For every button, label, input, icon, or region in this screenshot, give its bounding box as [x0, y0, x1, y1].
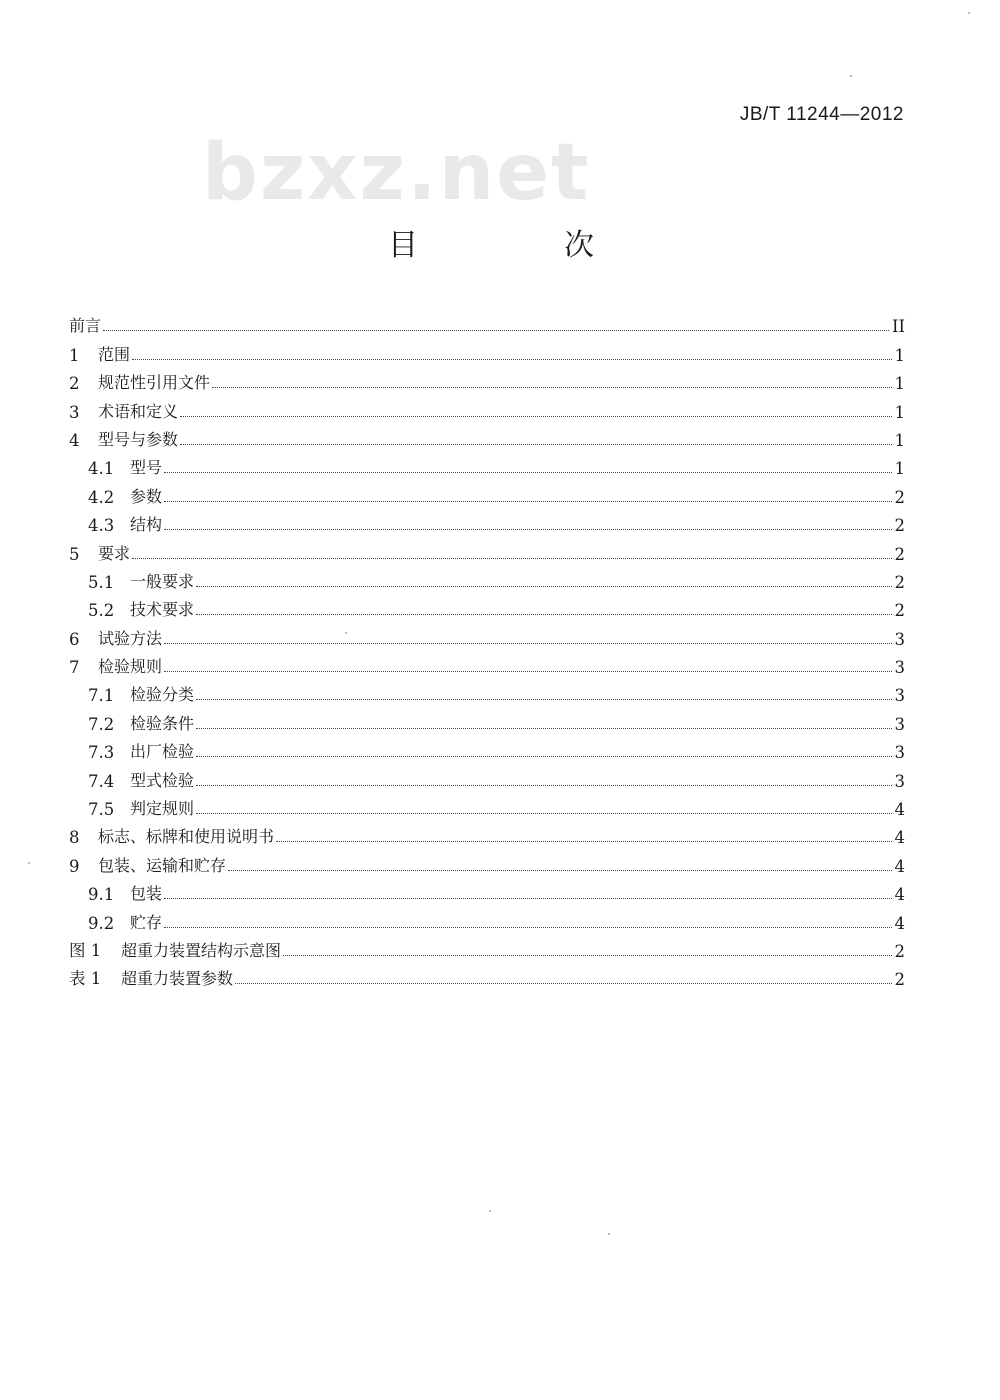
toc-entry-page: 3	[894, 658, 905, 678]
toc-entry	[69, 422, 905, 450]
dot-leader	[196, 586, 891, 587]
toc-entry-page: 3	[894, 629, 905, 649]
toc-entry-label: 标志、标牌和使用说明书	[98, 827, 275, 847]
toc-entry-label: 贮存	[130, 912, 163, 932]
toc-entry-label: 要求	[98, 543, 131, 563]
toc-entry-label: 一般要求	[130, 571, 195, 591]
toc-entry	[69, 904, 905, 932]
dot-leader	[180, 416, 891, 417]
toc-entry-number: 4.1	[88, 459, 115, 479]
toc-entry-page: 2	[894, 487, 905, 507]
dot-leader	[164, 643, 891, 644]
toc-entry-page: 4	[894, 800, 905, 820]
toc-entry	[69, 876, 905, 904]
toc-entry-page: 4	[894, 828, 905, 848]
toc-entry	[69, 677, 905, 705]
toc-entry-number: 图 1	[69, 940, 102, 960]
dot-leader	[196, 614, 891, 615]
toc-entry-number: 7.2	[88, 714, 115, 734]
toc-entry-number: 1	[69, 345, 80, 365]
dot-leader	[276, 841, 891, 842]
toc-entry-number: 7.1	[88, 686, 115, 706]
toc-entry-page: 2	[894, 516, 905, 536]
toc-entry-number: 7.4	[88, 771, 115, 791]
toc-entry-page: 2	[894, 970, 905, 990]
toc-entry-number: 表 1	[69, 969, 102, 989]
toc-entry-page: 1	[894, 402, 905, 422]
toc-entry-page: 1	[894, 345, 905, 365]
dot-leader	[283, 955, 891, 956]
toc-entry-number: 4.3	[88, 516, 115, 536]
scan-speck	[850, 75, 852, 77]
toc-entry	[69, 564, 905, 592]
scan-speck	[489, 1210, 491, 1212]
toc-entry-label: 型号与参数	[98, 429, 179, 449]
dot-leader	[164, 671, 891, 672]
toc-entry-page: 4	[894, 913, 905, 933]
toc-entry-number: 4.2	[88, 487, 115, 507]
toc-entry-label: 检验规则	[98, 657, 163, 677]
toc-entry-number: 9	[69, 856, 80, 876]
toc-entry-page: 1	[894, 374, 905, 394]
toc-entry-label: 超重力装置参数	[121, 969, 234, 989]
toc-entry	[69, 620, 905, 648]
toc-entry	[69, 791, 905, 819]
standard-number: JB/T 11244—2012	[739, 104, 904, 125]
toc-entry-page: 3	[894, 743, 905, 763]
toc-entry-label: 结构	[130, 515, 163, 535]
toc-entry-page: 2	[894, 601, 905, 621]
toc-entry	[69, 308, 905, 336]
dot-leader	[228, 870, 891, 871]
scan-speck	[345, 632, 347, 634]
toc-entry	[69, 592, 905, 620]
toc-entry-label: 判定规则	[130, 799, 195, 819]
toc-entry-label: 试验方法	[98, 628, 163, 648]
dot-leader	[164, 472, 891, 473]
toc-entry-number: 5.1	[88, 572, 115, 592]
toc-entry-label: 技术要求	[130, 600, 195, 620]
toc-entry-label: 术语和定义	[98, 401, 179, 421]
scan-speck	[608, 1233, 610, 1235]
toc-entry-label: 超重力装置结构示意图	[121, 940, 282, 960]
toc-entry	[69, 478, 905, 506]
toc-entry-label: 包装、运输和贮存	[98, 855, 227, 875]
toc-entry-number: 9.1	[88, 885, 115, 905]
toc-entry-page: 1	[894, 459, 905, 479]
toc-entry-label: 包装	[130, 884, 163, 904]
dot-leader	[103, 330, 889, 331]
dot-leader	[180, 444, 891, 445]
toc-entry	[69, 365, 905, 393]
toc-entry	[69, 847, 905, 875]
scan-speck	[28, 862, 30, 864]
dot-leader	[196, 785, 891, 786]
toc-entry	[69, 762, 905, 790]
toc-entry-page: 3	[894, 686, 905, 706]
toc-entry	[69, 933, 905, 961]
toc-entry-number: 8	[69, 828, 80, 848]
toc-entry-page: 2	[894, 572, 905, 592]
toc-entry	[69, 734, 905, 762]
toc-entry-page: 3	[894, 771, 905, 791]
toc-entry	[69, 649, 905, 677]
toc-entry-label: 检验分类	[130, 685, 195, 705]
toc-entry-number: 6	[69, 629, 80, 649]
toc-entry-number: 7	[69, 658, 80, 678]
toc-entry-number: 5	[69, 544, 80, 564]
toc-entry-page: 2	[894, 544, 905, 564]
toc-entry	[69, 535, 905, 563]
page-title: 目 次	[388, 228, 652, 263]
toc-entry-label: 型号	[130, 458, 163, 478]
dot-leader	[164, 529, 891, 530]
toc-entry-label: 规范性引用文件	[98, 373, 211, 393]
toc-entry-number: 2	[69, 374, 80, 394]
toc-entry-page: 4	[894, 856, 905, 876]
toc-entry-page: II	[891, 317, 905, 337]
dot-leader	[196, 728, 891, 729]
dot-leader	[132, 359, 891, 360]
toc-entry-number: 7.5	[88, 800, 115, 820]
table-of-contents	[69, 308, 905, 989]
dot-leader	[164, 898, 891, 899]
toc-entry-label: 出厂检验	[130, 742, 195, 762]
toc-entry-page: 4	[894, 885, 905, 905]
toc-entry-label: 参数	[130, 486, 163, 506]
toc-entry-number: 7.3	[88, 743, 115, 763]
dot-leader	[212, 387, 891, 388]
toc-entry	[69, 961, 905, 989]
toc-entry	[69, 450, 905, 478]
toc-entry	[69, 705, 905, 733]
dot-leader	[164, 927, 891, 928]
toc-entry-number: 9.2	[88, 913, 115, 933]
toc-entry	[69, 393, 905, 421]
toc-entry-page: 3	[894, 714, 905, 734]
dot-leader	[164, 501, 891, 502]
toc-entry-number: 4	[69, 430, 80, 450]
dot-leader	[132, 558, 891, 559]
toc-entry	[69, 507, 905, 535]
toc-entry-label: 检验条件	[130, 713, 195, 733]
dot-leader	[196, 756, 891, 757]
dot-leader	[196, 699, 891, 700]
dot-leader	[235, 983, 891, 984]
toc-entry	[69, 819, 905, 847]
toc-entry-label: 范围	[98, 344, 131, 364]
watermark: bzxz.net	[202, 128, 591, 218]
toc-entry-number: 5.2	[88, 601, 115, 621]
scan-speck	[968, 12, 970, 14]
toc-entry-page: 2	[894, 941, 905, 961]
toc-entry-label: 前言	[69, 316, 102, 336]
toc-entry-number: 3	[69, 402, 80, 422]
toc-entry-label: 型式检验	[130, 770, 195, 790]
toc-entry-page: 1	[894, 430, 905, 450]
toc-entry	[69, 336, 905, 364]
dot-leader	[196, 813, 891, 814]
